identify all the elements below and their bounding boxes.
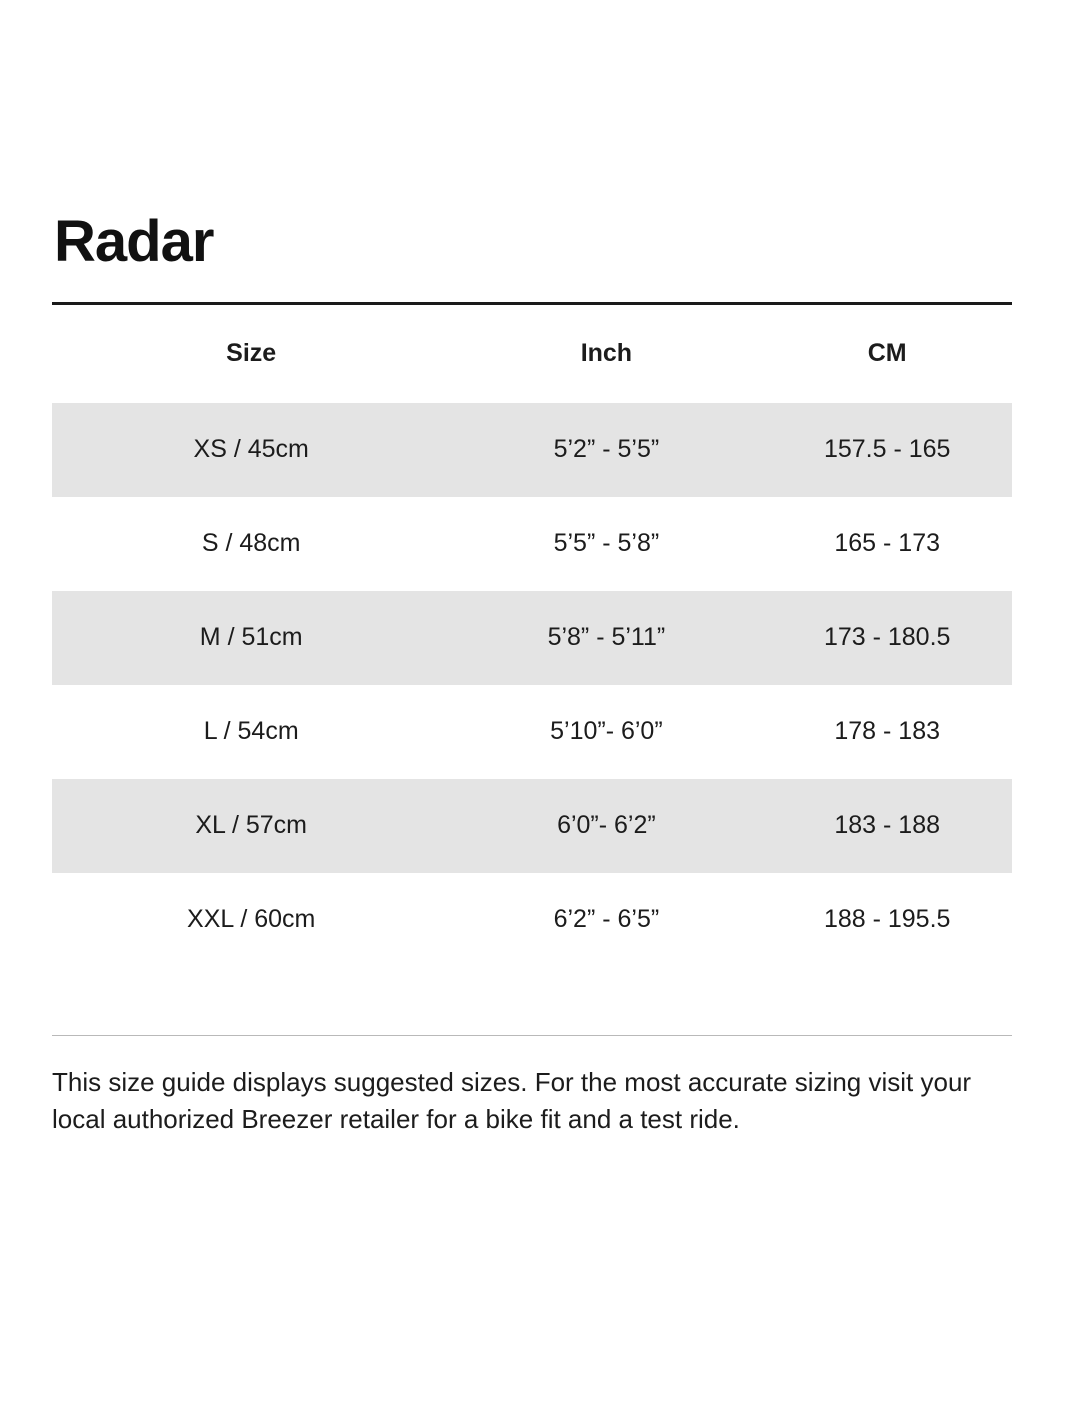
cell-size: XS / 45cm	[52, 403, 450, 497]
column-header-size: Size	[226, 339, 277, 368]
cell-inch: 5’5” - 5’8”	[553, 529, 660, 558]
size-guide-note: This size guide displays suggested sizes. For the most accurate sizing visit your local authorized Breezer retailer for a bike fit and a test ride.	[52, 1066, 972, 1135]
cell-size: M / 51cm	[52, 591, 450, 685]
column-header-cm: CM	[867, 339, 907, 368]
cell-inch: 5’8” - 5’11”	[450, 591, 762, 685]
cell-cm: 188 - 195.5	[823, 905, 951, 934]
cell-cm: 183 - 188	[762, 779, 1012, 873]
table-header	[52, 305, 1012, 403]
table-row	[52, 403, 1012, 497]
table-row	[52, 779, 1012, 873]
page-title: Radar	[54, 209, 214, 274]
cell-inch: 6’2” - 6’5”	[553, 905, 660, 934]
size-guide-content	[52, 210, 1012, 1165]
cell-cm: 157.5 - 165	[762, 403, 1012, 497]
cell-inch: 5’10”- 6’0”	[550, 717, 663, 746]
table-body	[52, 403, 1012, 967]
cell-cm: 165 - 173	[834, 529, 941, 558]
footer-divider	[52, 1035, 1012, 1036]
table-row	[52, 873, 1012, 967]
table-row	[52, 591, 1012, 685]
cell-cm: 178 - 183	[834, 717, 941, 746]
cell-inch: 5’2” - 5’5”	[450, 403, 762, 497]
cell-size: L / 54cm	[203, 717, 299, 746]
column-header-inch: Inch	[580, 339, 633, 368]
cell-size: XXL / 60cm	[187, 905, 316, 934]
table-header-row	[52, 305, 1012, 403]
cell-size: S / 48cm	[201, 529, 301, 558]
table-row	[52, 685, 1012, 779]
size-chart-table	[52, 305, 1012, 967]
cell-size: XL / 57cm	[52, 779, 450, 873]
table-row	[52, 497, 1012, 591]
cell-inch: 6’0”- 6’2”	[450, 779, 762, 873]
cell-cm: 173 - 180.5	[762, 591, 1012, 685]
